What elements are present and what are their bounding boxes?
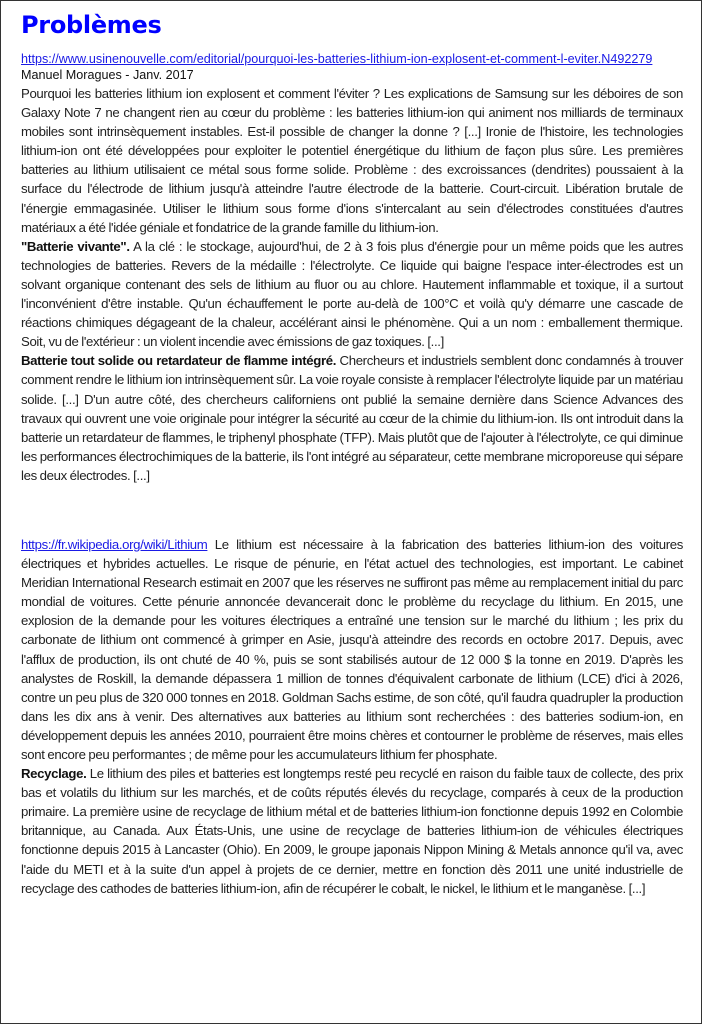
paragraph-text: Chercheurs et industriels semblent donc condamnés à trouver comment rendre le lithium ion intrinsèquement sûr. La voie royale consiste à remplacer l'électrolyte liquide par un matériau solide. [...] D'un autre côté, des chercheurs californiens ont publié la semaine dernière dans Science Advances des travaux qui ouvrent une voie originale pour intégrer la sécurité au cœur de la chimie du lithium-ion. Ils ont introduit dans la batterie un retardateur de flammes, le triphenyl phosphate (TFP). Mais plutôt que de l'ajouter à l'électrolyte, ce qui diminue les performances électrochimiques de la batterie, ils l'ont intégré au séparateur, cette membrane microporeuse qui sépare les deux électrodes. [...] [21, 353, 683, 483]
section-spacer [21, 485, 683, 535]
paragraph-text: A la clé : le stockage, aujourd'hui, de 2 à 3 fois plus d'énergie pour un même poids que les autres technologies de batteries. Revers de la médaille : l'électrolyte. Ce liquide qui baigne l'espace inter-électrodes est un solvant organique contenant des sels de lithium au fluor ou au chlore. Hautement inflammable et toxique, il a surtout l'inconvénient d'être instable. Qu'un échauffement le porte au-delà de 100°C et voilà qu'y démarre une cascade de réactions chimiques dégageant de la chaleur, accélérant ainsi le phénomène. Qui a un nom : emballement thermique. Soit, vu de l'extérieur : un violent incendie avec émissions de gaz toxiques. [...] [21, 238, 683, 350]
paragraph-text: Le lithium des piles et batteries est longtemps resté peu recyclé en raison du faible taux de collecte, des prix bas et volatils du lithium sur les marchés, et de coûts réputés élevés du recyclage, comparés à ceux de la production primaire. La première usine de recyclage de lithium métal et de batteries lithium-ion fonctionne depuis 1992 en Colombie britannique, au Canada. Aux États-Unis, une usine de recyclage de batteries lithium-ion de véhicules électriques fonctionne depuis 2015 à Lancaster (Ohio). En 2009, le groupe japonais Nippon Mining & Metals annonce qu'il va, avec l'aide du METI et à la suite d'un appel à projets de ce dernier, mettre en fonction dès 2011 une unité industrielle de recyclage des cathodes de batteries lithium-ion, afin de récupérer le cobalt, le nickel, le lithium et le manganèse. [...] [21, 766, 683, 896]
article1-paragraph-1: Pourquoi les batteries lithium ion explosent et comment l'éviter ? Les explications de Samsung sur les déboires de son Galaxy Note 7 ne changent rien au cœur du problème : les batteries lithium-ion qui animent nos milliards de terminaux mobiles sont intrinsèquement instables. Est-il possible de changer la donne ? [...] Ironie de l'histoire, les technologies lithium-ion ont été développées pour exploiter le potentiel énergétique du lithium de façon plus sûre. Les premières batteries au lithium utilisaient ce métal sous forme solide. Problème : des excroissances (dendrites) poussaient à la surface du l'électrode de lithium jusqu'à atteindre l'autre électrode de la batterie. Court-circuit. Libération brutale de l'énergie emmagasinée. Utiliser le lithium sous forme d'ions s'intercalant au sein d'électrodes constituées d'autres matériaux a été l'idée géniale et fondatrice de la grande famille du lithium-ion. [21, 86, 683, 235]
source-link-usinenouvelle[interactable]: https://www.usinenouvelle.com/editorial/pourquoi-les-batteries-lithium-ion-explosent-et-comment-l-eviter.N492279 [21, 52, 653, 66]
article2-paragraph-2 [21, 764, 683, 898]
section-heading-recyclage: Recyclage. [21, 766, 87, 782]
article1-paragraph-2 [21, 237, 683, 352]
paragraph-text: Le lithium est nécessaire à la fabrication des batteries lithium-ion des voitures électriques et hybrides actuelles. Le risque de pénurie, en l'état actuel des technologies, est important. Le cabinet Meridian International Research estimait en 2007 que les réserves ne suffiront pas même au remplacement initial du parc mondial de voitures. Cette pénurie annoncée devancerait donc le problème du recyclage du lithium. En 2015, une explosion de la demande pour les voitures électriques a entraîné une tension sur le marché du lithium ; les prix du carbonate de lithium ont commencé à grimper en Asie, jusqu'à atteindre des records en octobre 2017. Depuis, avec l'afflux de production, ils ont chuté de 40 %, puis se sont stabilisés autour de 12 000 $ la tonne en 2019. D'après les analystes de Roskill, la demande dépassera 1 million de tonnes d'équivalent carbonate de lithium (LCE) d'ici à 2026, contre un peu plus de 320 000 tonnes en 2018. Goldman Sachs estime, de son côté, qu'il faudra quadrupler la production dans les dix ans à venir. Des alternatives aux batteries au lithium sont recherchées : des batteries sodium-ion, en développement depuis les années 2010, pourraient être moins chères et contourner le problème de réserves, mais elles sont encore peu performantes ; de même pour les accumulateurs lithium fer phosphate. [21, 536, 683, 762]
document-body [21, 9, 683, 898]
article1-paragraph-3 [21, 351, 683, 485]
section-heading-batterie-vivante: "Batterie vivante". [21, 238, 130, 254]
article-byline: Manuel Moragues - Janv. 2017 [21, 68, 194, 82]
source-link-wikipedia[interactable]: https://fr.wikipedia.org/wiki/Lithium [21, 536, 208, 552]
section-heading-batterie-tout-solide: Batterie tout solide ou retardateur de flamme intégré. [21, 353, 337, 369]
article2-paragraph-1 [21, 535, 683, 764]
page-title: Problèmes [21, 11, 162, 39]
